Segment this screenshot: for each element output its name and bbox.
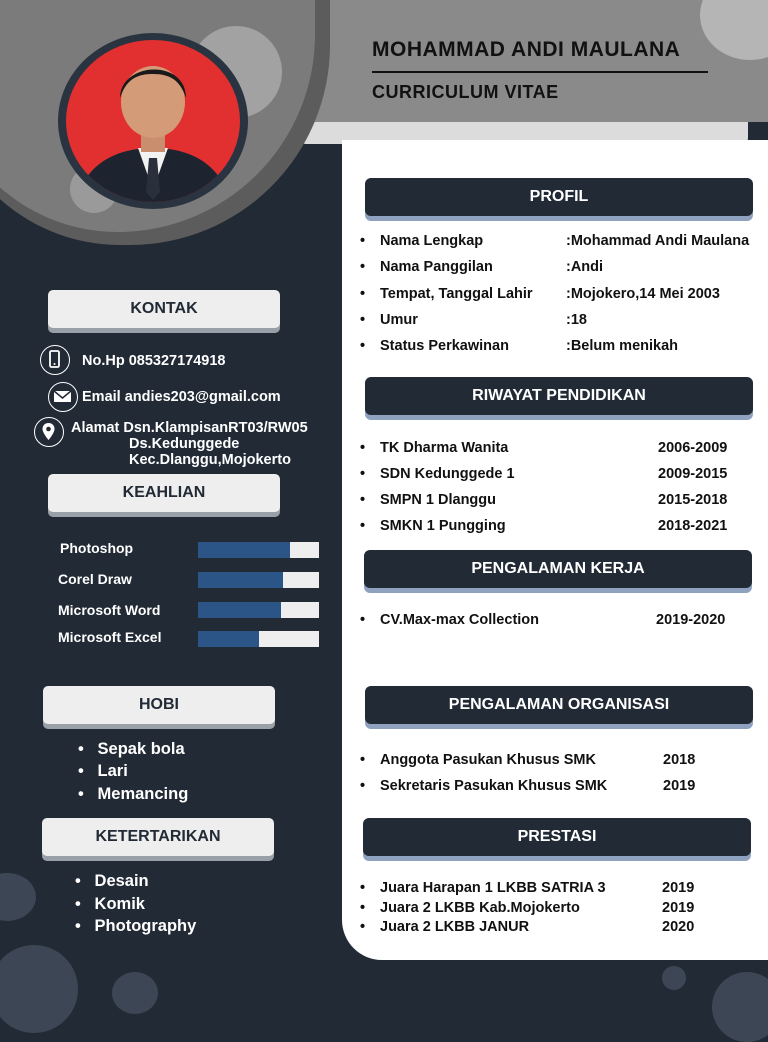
section-heading-ketertarikan: KETERTARIKAN	[42, 818, 274, 856]
list-item: • Photography	[75, 917, 197, 935]
section-heading-prestasi: PRESTASI	[363, 818, 751, 856]
contact-address: Alamat Dsn.KlampisanRT03/RW05	[71, 420, 308, 436]
page-subtitle: CURRICULUM VITAE	[372, 82, 559, 102]
location-icon	[34, 417, 64, 447]
skill-label: Corel Draw	[58, 571, 132, 587]
list-item: • Sepak bola	[78, 740, 185, 758]
contact-phone: No.Hp 085327174918	[82, 353, 226, 369]
list-item: • Komik	[75, 895, 145, 913]
list-item: • Desain	[75, 872, 149, 890]
section-heading-keahlian: KEAHLIAN	[48, 474, 280, 512]
skill-label: Microsoft Word	[58, 602, 161, 618]
skill-bar	[198, 631, 319, 647]
skill-fill	[198, 631, 259, 647]
contact-address-line3: Kec.Dlanggu,Mojokerto	[129, 452, 291, 468]
skill-fill	[198, 542, 290, 558]
skill-fill	[198, 602, 281, 618]
decorative-circle	[662, 966, 686, 990]
skill-bar	[198, 602, 319, 618]
decorative-circle	[0, 945, 78, 1033]
list-item: • Memancing	[78, 785, 189, 803]
skill-bar	[198, 542, 319, 558]
page-title: MOHAMMAD ANDI MAULANA	[372, 38, 681, 61]
list-item: • Lari	[78, 762, 128, 780]
section-heading-organisasi: PENGALAMAN ORGANISASI	[365, 686, 753, 724]
decorative-circle	[712, 972, 768, 1042]
mail-icon	[48, 382, 78, 412]
section-heading-kerja: PENGALAMAN KERJA	[364, 550, 752, 588]
skill-fill	[198, 572, 283, 588]
profile-photo	[66, 40, 240, 202]
title-underline	[372, 71, 708, 73]
skill-bar	[198, 572, 319, 588]
phone-icon	[40, 345, 70, 375]
contact-email: Email andies203@gmail.com	[82, 389, 281, 405]
decorative-circle	[0, 873, 36, 921]
decorative-circle	[112, 972, 158, 1014]
section-heading-profil: PROFIL	[365, 178, 753, 216]
section-heading-pendidikan: RIWAYAT PENDIDIKAN	[365, 377, 753, 415]
skill-label: Photoshop	[60, 540, 134, 556]
contact-address-line2: Ds.Kedunggede	[129, 436, 240, 452]
skill-label: Microsoft Excel	[58, 629, 162, 645]
section-heading-kontak: KONTAK	[48, 290, 280, 328]
section-heading-hobi: HOBI	[43, 686, 275, 724]
